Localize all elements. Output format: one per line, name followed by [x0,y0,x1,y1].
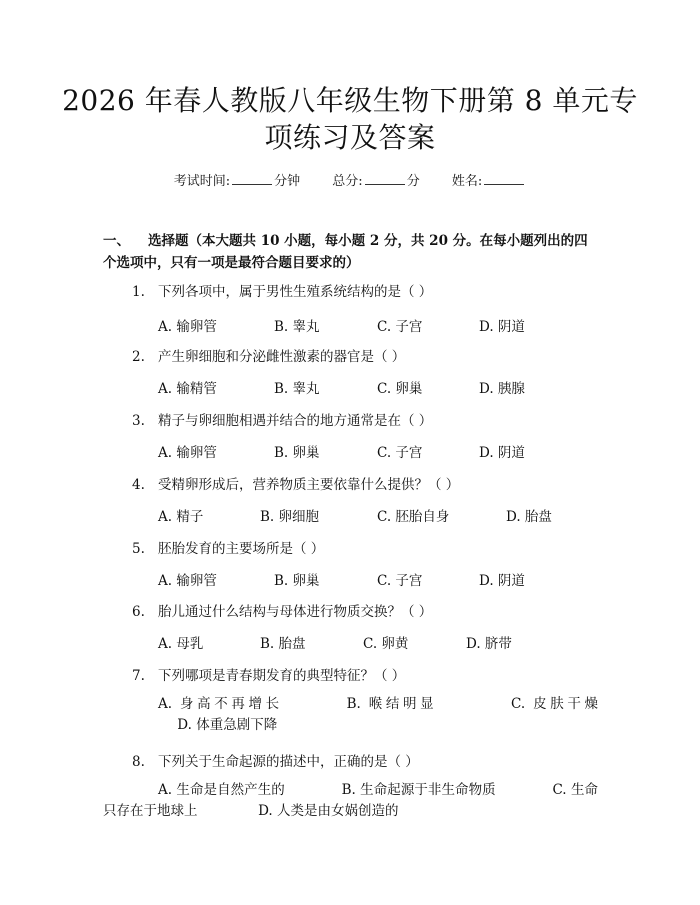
student-name-blank[interactable] [484,172,524,185]
question-4-stem [132,473,459,493]
question-number: 8. [132,754,145,770]
exam-time-blank[interactable] [232,172,272,185]
option-c: C. 卵黄 [363,636,409,652]
exam-time-unit: 分钟 [274,174,301,189]
question-text: 下列哪项是青春期发育的典型特征？（ ） [158,668,406,684]
question-7-options [103,694,598,736]
option-a: A. 输卵管 [158,573,217,589]
total-score-label: 总分: [332,174,363,189]
exam-time-label: 考试时间: [173,174,231,189]
question-number: 5. [132,541,145,557]
question-5-stem [132,537,324,557]
question-number: 6. [132,604,145,620]
question-text: 产生卵细胞和分泌雌性激素的器官是（ ） [158,349,406,365]
question-7-stem [132,664,405,684]
exam-info-row [0,170,700,189]
option-a: A. 输精管 [158,381,217,397]
question-3-stem [132,409,432,429]
option-d: D. 人类是由女娲创造的 [258,803,399,819]
question-number: 1. [132,284,145,300]
option-d: D. 体重急剧下降 [177,717,278,733]
question-number: 7. [132,668,145,684]
option-c: C. 子宫 [377,319,423,335]
option-b: B. 睾丸 [274,381,320,397]
question-number: 4. [132,477,145,493]
question-number: 2. [132,349,145,365]
student-name-label: 姓名: [451,174,483,189]
option-b: B. 卵巢 [274,445,320,461]
option-c: C. 皮肤干燥 [511,696,598,712]
option-b: B. 卵细胞 [260,509,320,525]
option-d: D. 胰腺 [479,381,525,397]
option-a: A. 精子 [158,509,204,525]
page-title-line-1: 2026 年春人教版八年级生物下册第 8 单元专 [62,84,638,117]
option-d: D. 脐带 [466,636,512,652]
question-2-stem [132,345,405,365]
option-d: D. 胎盘 [506,509,552,525]
question-text: 胚胎发育的主要场所是（ ） [158,541,325,557]
option-a: A. 输卵管 [158,319,217,335]
option-a: A. 母乳 [158,636,204,652]
option-d: D. 阴道 [479,319,525,335]
total-score-field [332,174,424,189]
total-score-unit: 分 [406,174,420,189]
section-number: 一、 [103,233,130,249]
page-title-line-2: 项练习及答案 [264,121,436,154]
section-instructions: 选择题（本大题共 10 小题，每小题 2 分，共 20 分。在每小题列出的四个选项中，只有一项是最符合题目要求的） [103,233,588,271]
section-heading [103,230,600,274]
question-number: 3. [132,413,145,429]
question-text: 下列关于生命起源的描述中，正确的是（ ） [158,754,419,770]
option-b: B. 喉结明显 [346,696,438,712]
option-c: C. 子宫 [377,573,423,589]
option-a: A. 身高不再增长 [158,696,283,712]
option-b: B. 胎盘 [260,636,306,652]
option-b: B. 睾丸 [274,319,320,335]
option-b: B. 卵巢 [274,573,320,589]
question-8-stem [132,750,419,770]
question-8-options [103,780,598,822]
question-text: 胎儿通过什么结构与母体进行物质交换？（ ） [158,604,433,620]
option-d: D. 阴道 [479,445,525,461]
student-name-field [452,174,526,189]
question-text: 受精卵形成后，营养物质主要依靠什么提供？（ ） [158,477,460,493]
option-c: C. 子宫 [377,445,423,461]
question-6-stem [132,600,432,620]
total-score-blank[interactable] [365,172,405,185]
question-1-stem [132,280,432,300]
question-text: 下列各项中，属于男性生殖系统结构的是（ ） [158,284,433,300]
option-d: D. 阴道 [479,573,525,589]
option-c: C. 胚胎自身 [377,509,450,525]
option-b: B. 生命起源于非生命物质 [341,782,496,798]
option-a: A. 输卵管 [158,445,217,461]
option-c: C. 生命只存在于地球上 [103,782,599,819]
option-c: C. 卵巢 [377,381,423,397]
option-a: A. 生命是自然产生的 [158,782,285,798]
question-text: 精子与卵细胞相遇并结合的地方通常是在（ ） [158,413,433,429]
exam-time-field [174,174,305,189]
